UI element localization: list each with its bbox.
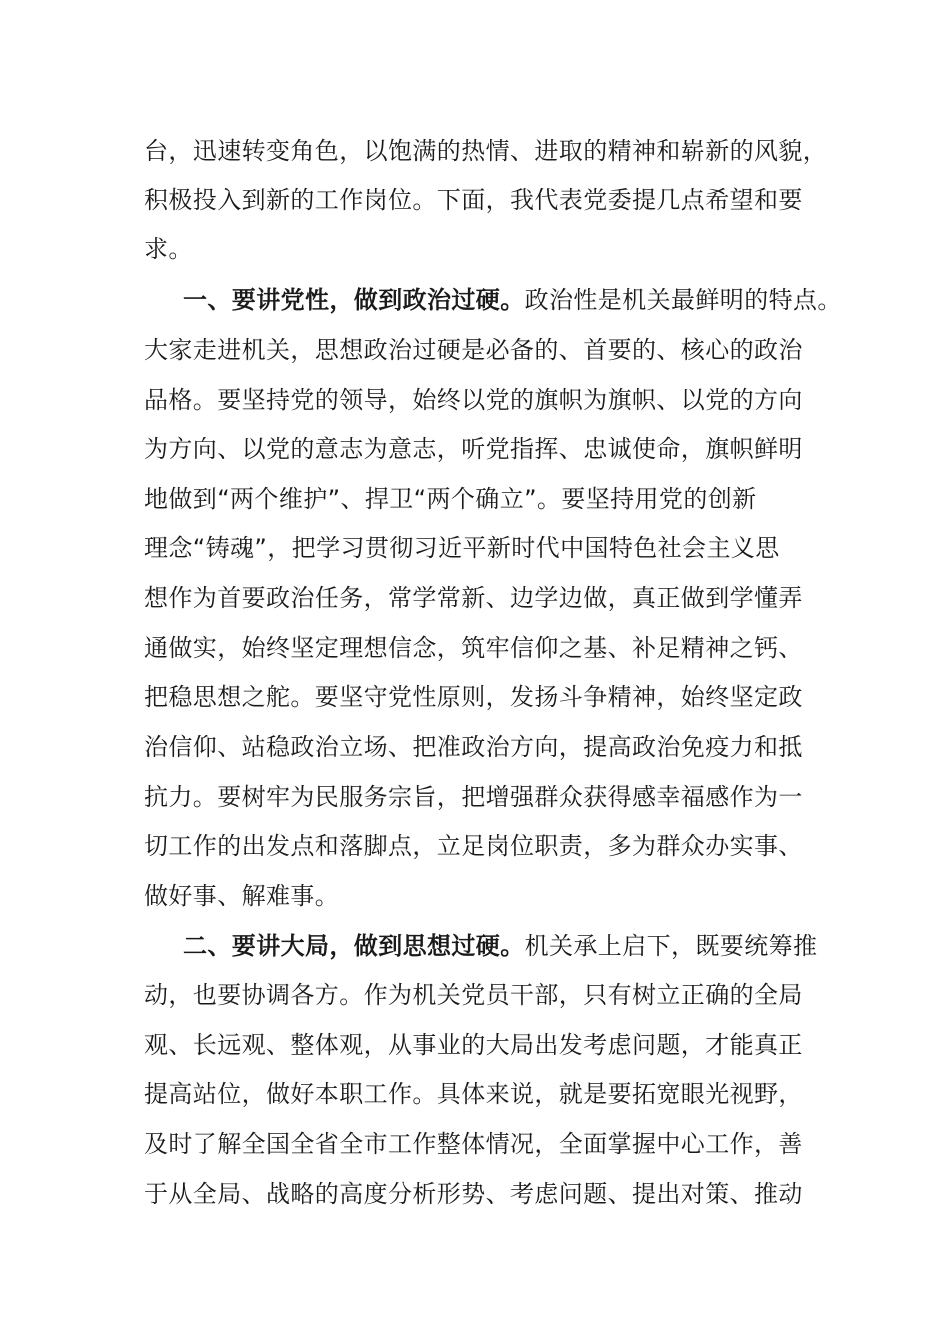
section-heading-2: 二、要讲大局，做到思想过硬。 [183, 932, 525, 960]
body-text-line: 治信仰、站稳政治立场、把准政治方向，提高政治免疫力和抵 [144, 733, 803, 761]
body-text-line: 切工作的出发点和落脚点，立足岗位职责，多为群众办实事、 [144, 832, 803, 860]
body-text-line: 理念“铸魂”，把学习贯彻习近平新时代中国特色社会主义思 [144, 534, 780, 562]
body-text-line: 为方向、以党的意志为意志，听党指挥、忠诚使命，旗帜鲜明 [144, 435, 803, 463]
body-text-line: 通做实，始终坚定理想信念，筑牢信仰之基、补足精神之钙、 [144, 634, 803, 662]
body-text-line: 大家走进机关，思想政治过硬是必备的、首要的、核心的政治 [144, 336, 803, 364]
body-text-line: 观、长远观、整体观，从事业的大局出发考虑问题，才能真正 [144, 1031, 803, 1059]
section-heading-1: 一、要讲党性，做到政治过硬。 [183, 286, 525, 314]
body-text-line: 地做到“两个维护”、捍卫“两个确立”。要坚持用党的创新 [144, 485, 757, 513]
body-text-line: 想作为首要政治任务，常学常新、边学边做，真正做到学懂弄 [144, 584, 803, 612]
body-text-line: 台，迅速转变角色，以饱满的热情、进取的精神和崭新的风貌， [144, 137, 828, 165]
body-text-line: 做好事、解难事。 [144, 882, 340, 910]
body-text-line: 于从全局、战略的高度分析形势、考虑问题、提出对策、推动 [144, 1180, 803, 1208]
body-text-line: 提高站位，做好本职工作。具体来说，就是要拓宽眼光视野， [144, 1080, 803, 1108]
section-2-first-line [183, 921, 883, 971]
body-text-line: 求。 [144, 235, 193, 263]
section-1-lead-text: 政治性是机关最鲜明的特点。 [524, 286, 842, 314]
body-text-line: 积极投入到新的工作岗位。下面，我代表党委提几点希望和要 [144, 186, 803, 214]
body-text-line: 把稳思想之舵。要坚守党性原则，发扬斗争精神，始终坚定政 [144, 683, 803, 711]
section-1-first-line [183, 275, 883, 325]
body-text-line: 品格。要坚持党的领导，始终以党的旗帜为旗帜、以党的方向 [144, 386, 803, 414]
section-2-lead-text: 机关承上启下，既要统筹推 [524, 932, 818, 960]
body-text-line: 动，也要协调各方。作为机关党员干部，只有树立正确的全局 [144, 981, 803, 1009]
body-text-line: 抗力。要树牢为民服务宗旨，把增强群众获得感幸福感作为一 [144, 783, 803, 811]
body-text-line: 及时了解全国全省全市工作整体情况，全面掌握中心工作，善 [144, 1130, 803, 1158]
